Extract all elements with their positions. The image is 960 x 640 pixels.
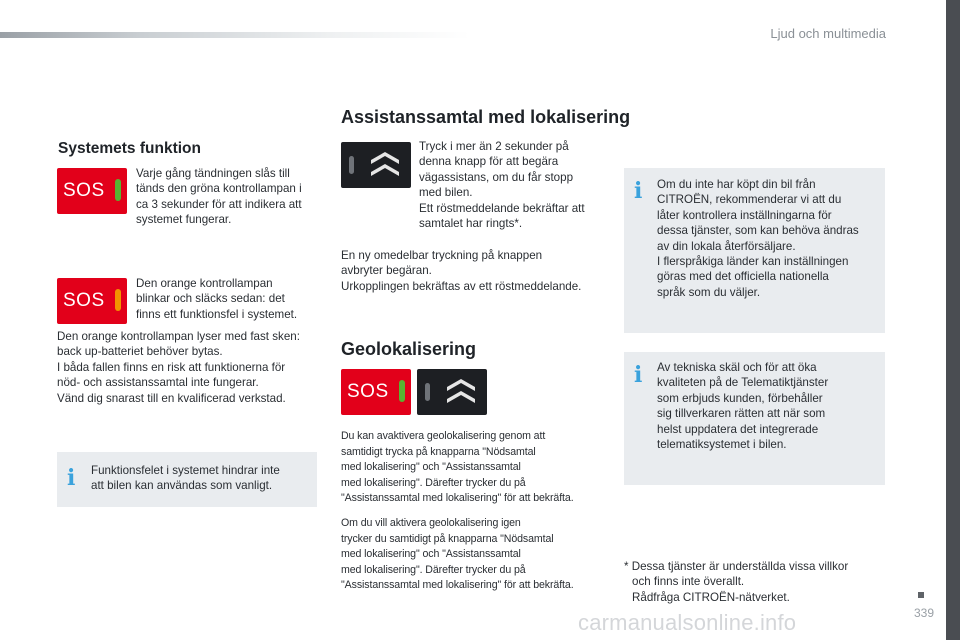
section-title-system-function: Systemets funktion [58, 140, 201, 157]
info-text-telematics-update: Av tekniska skäl och för att öka kvaliteten på de Telematiktjänster som erbjuds kunden, förbehåller sig tillverkaren rätten att när som helst uppdatera det integrerade telematiksystemet i bilen. [657, 361, 829, 452]
page-edge-bar [946, 0, 960, 640]
info-box-dealer-settings [624, 168, 885, 333]
info-box-malfunction [57, 452, 317, 507]
info-icon: i [67, 465, 76, 491]
paragraph-cancel-request: En ny omedelbar tryckning på knappen avbryter begäran. Urkopplingen bekräftas av ett röstmeddelande. [341, 249, 582, 293]
section-title-assistance-call: Assistanssamtal med lokalisering [341, 107, 631, 127]
page-number: 339 [914, 606, 935, 620]
paragraph-press-button: Tryck i mer än 2 sekunder på denna knapp för att begära vägassistans, om du får stopp med bilen. Ett röstmeddelande bekräftar att samtalet har ringts*. [419, 140, 585, 231]
orange-indicator-icon [115, 289, 121, 311]
paragraph-orange-blink: Den orange kontrollampan blinkar och släcks sedan: det finns ett funktionsfel i systemet. [136, 277, 298, 321]
info-text-dealer-settings: Om du inte har köpt din bil från CITROËN, rekommenderar vi att du låter kontrollera inställningarna för dessa tjänster, som kan behöva ändras av din lokala återförsäljare. I flerspråkiga länder kan inställningen göras med det officiella nationella språk som du väljer. [657, 178, 859, 299]
info-text-malfunction: Funktionsfelet i systemet hindrar inte att bilen kan användas som vanligt. [91, 464, 280, 493]
button-indicator-icon [349, 156, 354, 174]
assistance-button-geo [417, 369, 487, 415]
footnote: * Dessa tjänster är underställda vissa villkor och finns inte överallt. Rådfråga CITROËN-nätverket. [624, 560, 849, 604]
paragraph-deactivate-geo: Du kan avaktivera geolokalisering genom att samtidigt trycka på knapparna "Nödsamtal med lokalisering" och "Assistanssamtal med lokalisering". Därefter trycker du på "Assistanssamtal med lokalisering" för att bekräfta. [341, 430, 574, 505]
sos-label: SOS [63, 180, 105, 201]
watermark: carmanualsonline.info [578, 610, 797, 635]
green-indicator-icon [115, 179, 121, 201]
citroen-chevron-icon [369, 152, 401, 178]
info-icon: i [634, 362, 643, 388]
sos-label: SOS [63, 290, 105, 311]
page-marker [918, 592, 924, 598]
chapter-title: Ljud och multimedia [770, 26, 886, 41]
section-title-geolocation: Geolokalisering [341, 339, 477, 359]
sos-button-green [57, 168, 127, 214]
citroen-chevron-icon [445, 379, 477, 405]
info-icon: i [634, 178, 643, 204]
green-indicator-icon [399, 380, 405, 402]
paragraph-green-lamp: Varje gång tändningen slås till tänds den gröna kontrollampan i ca 3 sekunder för att indikera att systemet fungerar. [136, 167, 302, 227]
paragraph-activate-geo: Om du vill aktivera geolokalisering igen trycker du samtidigt på knapparna "Nödsamtal med lokalisering" och "Assistanssamtal med lokalisering". Därefter trycker du på "Assistanssamtal med lokalisering" för att bekräfta. [341, 517, 574, 592]
info-box-telematics-update [624, 352, 885, 485]
sos-label: SOS [347, 381, 389, 402]
paragraph-orange-steady: Den orange kontrollampan lyser med fast sken: back up-batteriet behöver bytas. I båda fallen finns en risk att funktionerna för nöd- och assistanssamtal inte fungerar. Vänd dig snarast till en kvalificerad verkstad. [57, 330, 300, 405]
button-indicator-icon [425, 383, 430, 401]
header-bar [0, 32, 470, 38]
sos-button-geo [341, 369, 411, 415]
assistance-button [341, 142, 411, 188]
sos-button-orange [57, 278, 127, 324]
